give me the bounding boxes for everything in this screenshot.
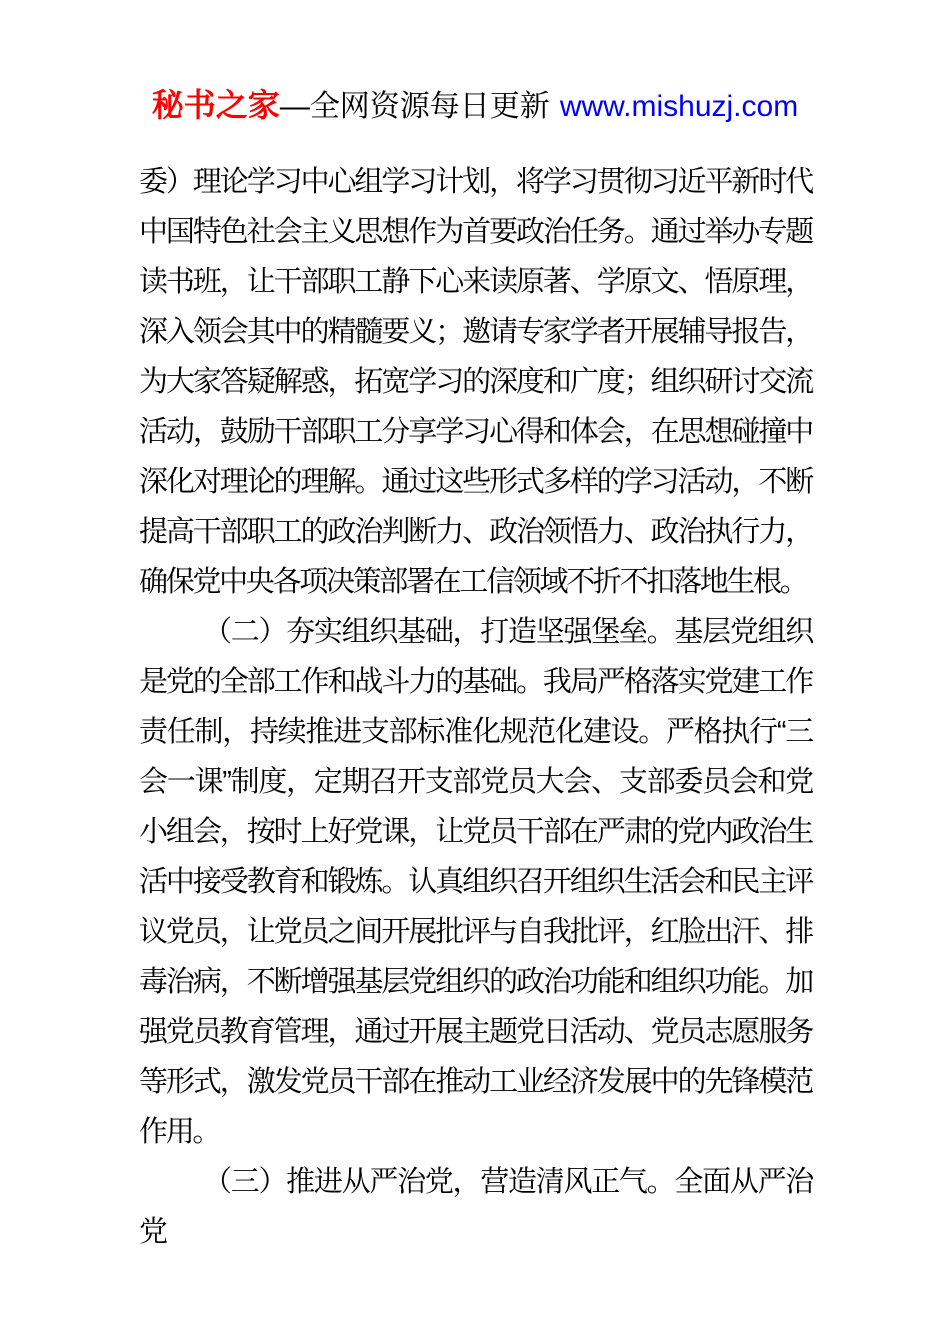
paragraph-section-three: （三）推进从严治党，营造清风正气。全面从严治党: [139, 1166, 812, 1248]
site-tagline: —全网资源每日更新: [279, 90, 550, 123]
site-header: [0, 0, 950, 129]
site-brand-logo: 秘书之家: [151, 87, 280, 123]
paragraph-continuation: 委）理论学习中心组学习计划，将学习贯彻习近平新时代中国特色社会主义思想作为首要政治任务。通过举办专题读书班，让干部职工静下心来读原著、学原文、悟原理，深入领会其中的精髓要义；邀请专家学者开展辅导报告，为大家答疑解惑，拓宽学习的深度和广度；组织研讨交流活动，鼓励干部职工分享学习心得和体会，在思想碰撞中深化对理论的理解。通过这些形式多样的学习活动，不断提高干部职工的政治判断力、政治领悟力、政治执行力，确保党中央各项决策部署在工信领域不折不扣落地生根。: [139, 166, 812, 598]
paragraph-section-two: （二）夯实组织基础，打造坚强堡垒。基层党组织是党的全部工作和战斗力的基础。我局严格落实党建工作责任制，持续推进支部标准化规范化建设。严格执行“三会一课”制度，定期召开支部党员大会、支部委员会和党小组会，按时上好党课，让党员干部在严肃的党内政治生活中接受教育和锻炼。认真组织召开组织生活会和民主评议党员，让党员之间开展批评与自我批评，红脸出汗、排毒治病，不断增强基层党组织的政治功能和组织功能。加强党员教育管理，通过开展主题党日活动、党员志愿服务等形式，激发党员干部在推动工业经济发展中的先锋模范作用。: [139, 616, 812, 1148]
site-url-link[interactable]: www.mishuzj.com: [559, 90, 799, 123]
document-body: [139, 157, 812, 1257]
